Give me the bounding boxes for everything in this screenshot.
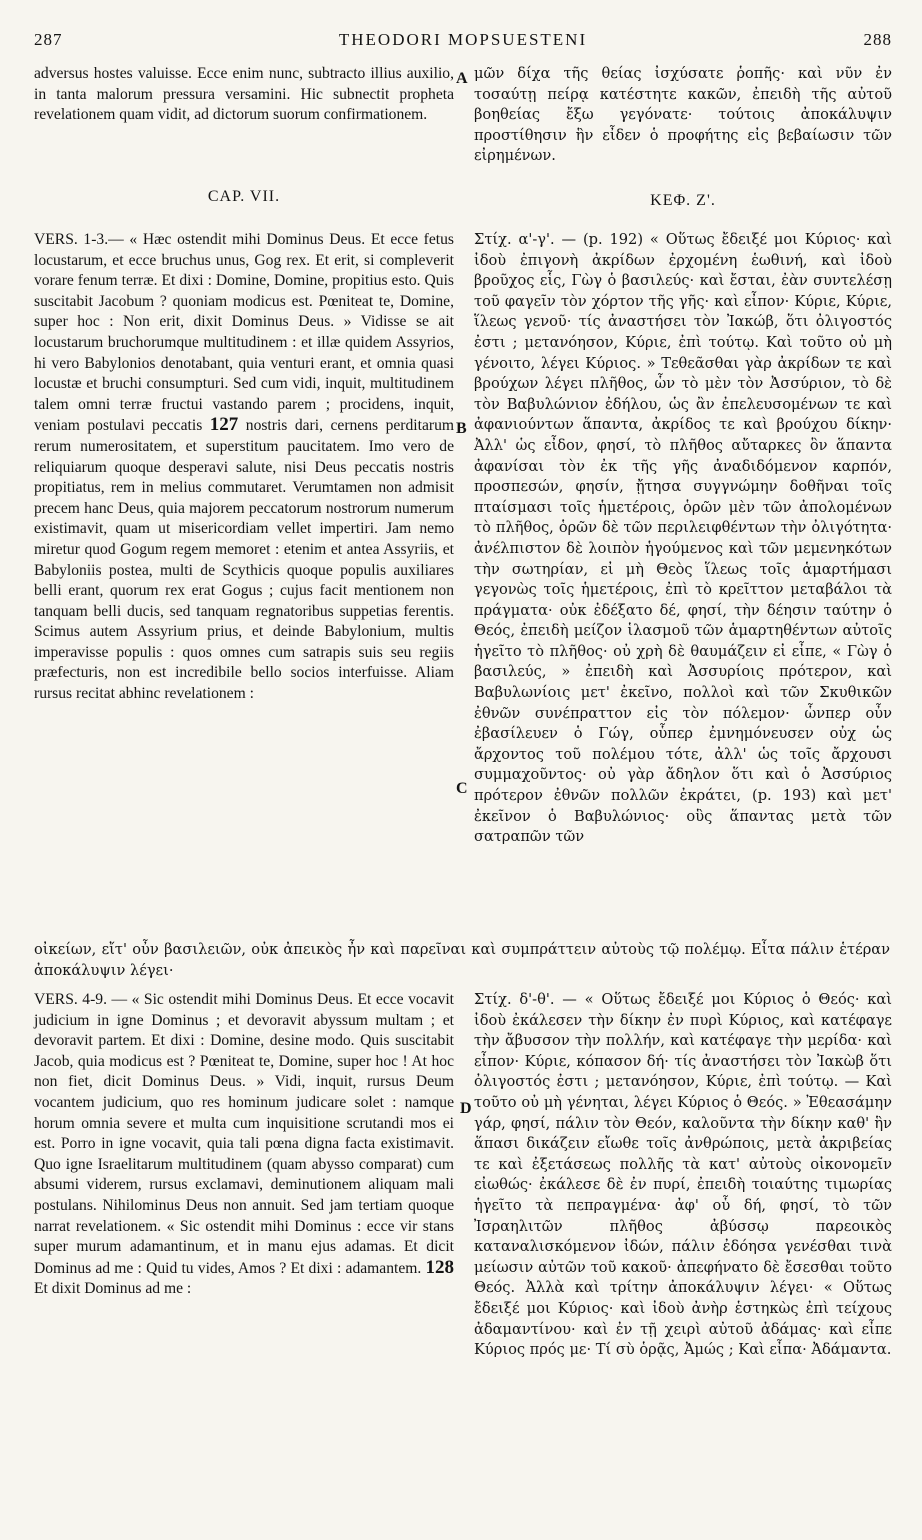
- greek-intro: [474, 64, 892, 165]
- margin-letter-b: B: [456, 420, 467, 437]
- latin-verses-1-3-text-a: VERS. 1-3.— « Hæc ostendit mihi Dominus Deus. Et ecce fetus locustarum, et ecce bruchus unus, Gog rex. Et erit, si compleverit vorare fenum terræ. Et dixi : Domine, Domine, propitius esto. Quis suscitabit Jacobum ? quoniam modicus est. Pœniteat te, Domine, super hoc : Non erit, dixit Dominus Deus. » Vidisse se ait locustarum bruchorumque multitudinem : et illæ quidem Assyrios, hi vero Babylonios denotabant, quia venturi erant, et omnia quasi locustæ et bruchi consumpturi. Sed cum vidi, inquit, multitudinem talem omni terræ fructui vastando parem ; procidens, inquit, veniam postulavi peccatis: [34, 231, 454, 435]
- page-number-right: 288: [863, 30, 892, 49]
- greek-verses-4-9-text: Στίχ. δ'-θ'. — « Οὕτως ἔδειξέ μοι Κύριος ὁ Θεός· καὶ ἰδοὺ ἐκάλεσεν τὴν δίκην ἐν πυρὶ Κύριος, καὶ κατέφαγε τὴν ἄβυσσον τὴν πολλήν, καὶ κατέφαγε τὴν μερίδα· καὶ εἶπον· Κύριε, κόπασον δή· τίς ἀναστήσει τὸν Ἰακὼβ ὅτι ὀλιγοστός ἐστι ; μετανόησον, Κύριε, ἐπὶ τούτῳ. — Καὶ τοῦτο οὐ μὴ γένηται, λέγει Κύριος ὁ Θεός. » Ἐθεασάμην γάρ, φησί, πάλιν τὸν Θεόν, καλοῦντα τὴν δίκην καθ' ἣν ἅπασι δικάζειν εἴωθε τοῖς ἀνθρώποις, μετὰ ἀκριβείας τε καὶ ἐξετάσεως πολλῆς τὰ κατ' αὐτοὺς οἰκονομεῖν εἰωθώς· ἐκάλεσε δὲ ἐν πυρί, ἐπειδὴ τοιαύτης τιμωρίας ἡγεῖτο τὰ πεπραγμένα· ἀφ' οὗ δή, φησί, τὸ τῶν Ἰσραηλιτῶν πλῆθος ἀβύσσῳ παρεοικὸς καταναλισκόμενον ἰδών, πάλιν ἐδόησα γενέσθαι τινὰ μείωσιν αὐτῶν τοῦ κακοῦ· ἀπεφήνατο δὲ ἔσεσθαι τοῦτο Θεός. Ἀλλὰ καὶ τρίτην ἀποκάλυψιν λέγει· « Οὕτως ἔδειξέ μοι Κύριος· καὶ ἰδοὺ ἀνὴρ ἑστηκὼς ἐπὶ τείχους ἀδαμαντίνου· καὶ ἐν τῇ χειρὶ αὐτοῦ ἀδάμας· καὶ εἶπε Κύριος πρός με· Τί σὺ ὁρᾷς, Ἀμώς ; Καὶ εἶπα· Ἀδάμαντα.: [474, 991, 892, 1359]
- margin-letter-c: C: [456, 780, 468, 797]
- page-number-left: 287: [34, 30, 63, 49]
- greek-verses-1-3: [474, 230, 892, 938]
- latin-verses-4-9: [34, 990, 454, 1520]
- greek-verses-1-3-text: Στίχ. α'-γ'. — (p. 192) « Οὕτως ἔδειξέ μοι Κύριος· καὶ ἰδοὺ ἐπιγονὴ ἀκρίδων ἐρχομένη ἑωθινή, καὶ ἰδοὺ βροῦχος εἷς, Γὼγ ὁ βασιλεύς· καὶ ἔσται, ἐὰν συντελέσῃ τοῦ φαγεῖν τὸν χόρτον τῆς γῆς· καὶ εἶπον· Κύριε, Κύριε, ἵλεως γενοῦ· τίς ἀναστήσει τὸν Ἰακώβ, ὅτι ὀλιγοστός ἐστι ; μετανόησον, Κύριε, ἐπὶ τούτῳ. Καὶ τοῦτο οὐ μὴ γένοιτο, λέγει Κύριος. » Τεθεᾶσθαι γὰρ ἀκρίδων τε καὶ βρούχων λέγει πλῆθος, ὧν τὸ μὲν τὸν Ἀσσύριον, τὸ δὲ τὸν Βαβυλώνιον ἐδήλου, ὡς ἂν ἐπελευσομένων τε καὶ ἀφανιούντων ἅπαντα, ἀκρίδος τε καὶ βρούχου δίκην· Ἀλλ' ὡς εἶδον, φησί, τὸ πλῆθος αὔταρκες ὃν ἅπαντα ἀφανίσαι τὸν ἐκ τῆς γῆς ἀναδιδόμενον καρπόν, προσπεσών, φησίν, ᾔτησα συγγνώμην δοθῆναι τοῖς πταίσμασι τοῖς ἡμετέροις, ὁρῶν μὲν τῶν ἀπολομένων τὸ πλῆθος, ὁρῶν δὲ τῶν περιλειφθέντων τὴν ὀλιγότητα· ἀνέλπιστον δὲ λοιπὸν ἡγούμενος καὶ τῶν μεμενηκότων τὴν σωτηρίαν, εἰ μὴ Θεὸς ἵλεως τοῖς ἁμαρτήμασι γεγονὼς τοῖς ἡμετέροις, ἐπὶ τὸ κρεῖττον μεταβάλοι τὰ πράγματα· οὐκ ἐδέξατο δέ, φησί, τὴν δέησιν ταύτην ὁ Θεός, ἐπειδὴ μείζον ἱλασμοῦ τῶν ἁμαρτηθέντων αὐτοῖς ἡγεῖτο τὸ πλῆθος· οὐ χρὴ δὲ θαυμάζειν εἰ εἶπε, « Γὼγ ὁ βασιλεύς, » ἐπειδὴ καὶ Ἀσσυρίοις πρότερον, καὶ Βαβυλωνίοις μετ' ἐκεῖνο, πολλοὶ καὶ τῶν Σκυθικῶν ἐθνῶν συνέπραττον εἰς τὸν πόλεμον· ὧνπερ οὖν ἐβασίλευεν ὁ Γώγ, οὗπερ ἐμνημόνευσεν οὐχ ὡς ἄρχοντος τοῦ πολέμου τότε, ἀλλ' ὡς τοῖς ἄρχουσι συμμαχοῦντος· οὐ γὰρ ἄδηλον ὅτι καὶ ὁ Ἀσσύριος πρότερον ἐθνῶν πολλῶν ἐκράτει, (p. 193) καὶ μετ' ἐκεῖνον ὁ Βαβυλώνιος· οὓς ἅπαντας μετὰ τῶν σατραπῶν τῶν: [474, 231, 892, 846]
- greek-chapter-heading: ΚΕΦ. Ζ'.: [650, 192, 716, 209]
- running-title: THEODORI MOPSUESTENI: [338, 30, 588, 49]
- latin-intro: [34, 64, 454, 154]
- column-number-128: 128: [425, 1256, 454, 1278]
- greek-intro-text: μῶν δίχα τῆς θείας ἰσχύσατε ῥοπῆς· καὶ νῦν ἐν τοσαύτῃ πείρᾳ κατέστητε κακῶν, ἐπειδὴ τῆς αὐτοῦ βοηθείας ἔξω γεγόνατε· τούτοις ἀποκάλυψιν προστίθησιν ἣν εἶδεν ὁ προφήτης εἰς βεβαίωσιν τῶν εἰρημένων.: [474, 65, 892, 165]
- latin-intro-text: adversus hostes valuisse. Ecce enim nunc, subtracto illius auxilio, in tanta malorum pressura versamini. Hic subnectit propheta revelationem quam vidit, ad dictorum suorum confirmationem.: [34, 65, 454, 124]
- margin-letter-a: A: [456, 70, 468, 87]
- page-header: [34, 30, 892, 50]
- greek-full-width-continuation: [34, 940, 890, 984]
- margin-letter-d: D: [460, 1100, 472, 1117]
- greek-full-width-text: οἰκείων, εἴτ' οὖν βασιλειῶν, οὐκ ἀπεικὸς ἦν καὶ παρεῖναι καὶ συμπράττειν αὐτοὺς τῷ πολέμῳ. Εἶτα πάλιν ἑτέραν ἀποκάλυψιν λέγει·: [34, 941, 890, 979]
- latin-chapter-heading: CAP. VII.: [207, 188, 281, 205]
- latin-verses-1-3-text-b: nostris dari, cernens perditarum rerum numerositatem, et superstitum paucitatem. Imo vero de reliquiarum quoque desperavi salute, nisi Deus peccatis nostris propitiatus, rem in melius commutaret. Verumtamen non admisit precem hanc Deus, quia majorem peccatorum nostrorum numerum existimavit, quam ut misericordiam vellet impertiri. Jam nemo miretur quod Gogum regem memoret : etenim et antea Assyriis, et Babyloniis postea, multi de Scythicis quoque populis auxiliares belli erant, quorum rex erat Gogus ; cujus facit mentionem non tanquam belli ducis, sed tanquam regnatoribus suppetias ferentis. Scimus autem Assyrium prius, et deinde Babylonium, multis imperavisse populis : quos omnes cum satrapis suis seu regiis præfecturis, non est incredibile bello socios interfuisse. Aliam rursus recitat abhinc revelationem :: [34, 417, 454, 703]
- latin-verses-4-9-text-b: Et dixit Dominus ad me :: [34, 1280, 192, 1298]
- latin-verses-4-9-text-a: VERS. 4-9. — « Sic ostendit mihi Dominus Deus. Et ecce vocavit judicium in igne Dominus ; et devoravit abyssum multam ; et devoravit partem. Et dixi : Domine, desine modo. Quis suscitabit Jacob, quia modicus est ? Pœniteat te, Domine, super hoc ! At hoc non fiet, dicit Dominus Deus. » Vidi, inquit, rursus Deum vocantem judicium, quo res hominum judicare solet : namque horum omnia severe et multa cum inquisitione scrutandi mos ei est. Porro in igne vocavit, quia tali pœna digna facta existimavit. Quo igne Israelitarum multitudinem (quam abysso comparat) cum absumi viderem, rursus exclamavi, deminutionem aliquam mali postulans. Nihilominus Deus non annuit. Sed jam tertiam quoque narrat revelationem. « Sic ostendit mihi Dominus : ecce vir stans super murum adamantinum, et in manu ejus adamas. Et dicit Dominus ad me : Quid tu vides, Amos ? Et dixi : adamantem.: [34, 991, 454, 1277]
- greek-verses-4-9: [474, 990, 892, 1520]
- latin-verses-1-3: [34, 230, 454, 918]
- column-number-127: 127: [209, 414, 239, 436]
